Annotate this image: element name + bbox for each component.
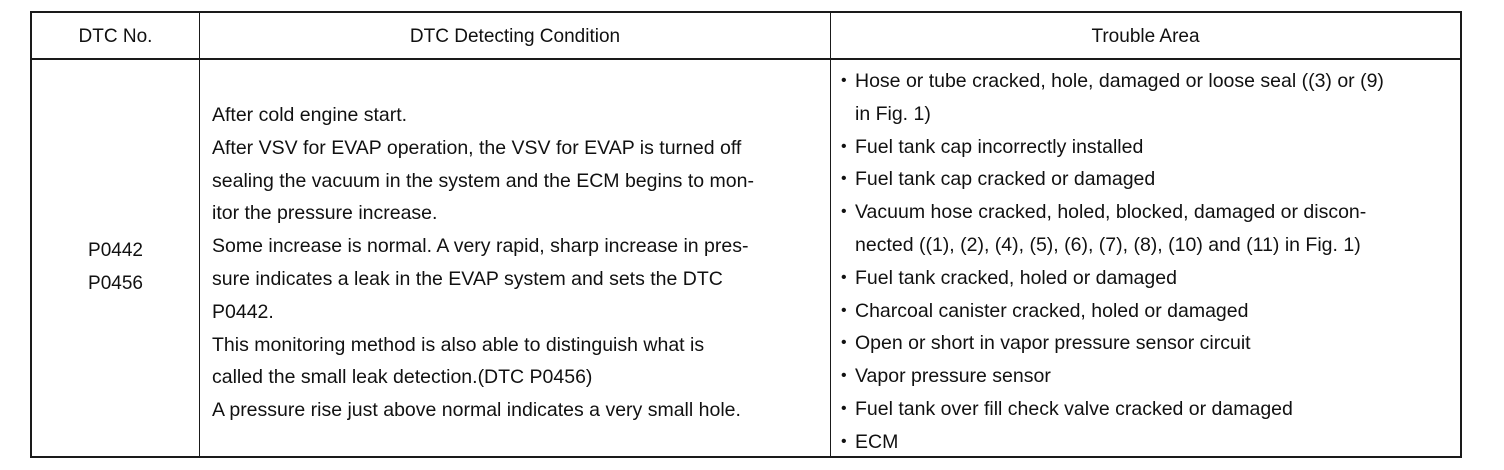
header-detecting-condition: DTC Detecting Condition xyxy=(409,26,621,47)
condition-line: called the small leak detection.(DTC P0456) xyxy=(212,366,593,389)
condition-line: Some increase is normal. A very rapid, sharp increase in pres- xyxy=(212,235,749,258)
trouble-area-item xyxy=(840,426,1384,459)
trouble-area-text: in Fig. 1) xyxy=(855,102,931,125)
bullet-icon: • xyxy=(841,432,847,450)
condition-line: This monitoring method is also able to distinguish what is xyxy=(212,333,705,356)
column-divider-1 xyxy=(199,13,200,456)
condition-line: A pressure rise just above normal indicates a very small hole. xyxy=(212,399,741,422)
condition-line: sealing the vacuum in the system and the ECM begins to mon- xyxy=(212,169,754,192)
trouble-area-cell xyxy=(840,65,1384,459)
dtc-table xyxy=(30,11,1462,458)
trouble-area-item xyxy=(840,327,1384,360)
trouble-area-item xyxy=(840,295,1384,328)
trouble-area-item xyxy=(840,262,1384,295)
trouble-area-text: Vapor pressure sensor xyxy=(855,365,1051,388)
condition-line: P0442. xyxy=(212,300,274,323)
header-divider xyxy=(32,58,1460,60)
bullet-icon: • xyxy=(841,334,847,352)
condition-line: sure indicates a leak in the EVAP system and sets the DTC xyxy=(212,267,723,290)
trouble-area-text: Fuel tank cap incorrectly installed xyxy=(855,135,1144,158)
trouble-area-text: Fuel tank over fill check valve cracked or damaged xyxy=(855,397,1293,420)
trouble-area-item xyxy=(840,393,1384,426)
bullet-icon: • xyxy=(841,170,847,188)
condition-line: After cold engine start. xyxy=(212,104,408,126)
dtc-codes-cell xyxy=(32,234,199,300)
column-divider-2 xyxy=(830,13,831,456)
trouble-area-text: Hose or tube cracked, hole, damaged or loose seal ((3) or (9) xyxy=(855,70,1384,92)
dtc-code: P0456 xyxy=(88,273,143,294)
header-dtc-no: DTC No. xyxy=(78,26,153,47)
bullet-icon: • xyxy=(841,268,847,286)
bullet-icon: • xyxy=(841,367,847,385)
trouble-area-text: Vacuum hose cracked, holed, blocked, damaged or discon- xyxy=(855,201,1367,224)
dtc-code: P0442 xyxy=(88,240,143,261)
bullet-icon: • xyxy=(841,72,847,89)
trouble-area-item xyxy=(840,360,1384,393)
bullet-icon: • xyxy=(841,137,847,155)
condition-line: After VSV for EVAP operation, the VSV for EVAP is turned off xyxy=(212,136,742,159)
trouble-area-item xyxy=(840,65,1384,131)
trouble-area-text: Open or short in vapor pressure sensor circuit xyxy=(855,332,1251,355)
header-trouble-area: Trouble Area xyxy=(1091,26,1200,47)
trouble-area-item xyxy=(840,131,1384,164)
trouble-area-text: ECM xyxy=(855,430,899,453)
bullet-icon: • xyxy=(841,203,847,221)
condition-line: itor the pressure increase. xyxy=(212,202,438,225)
trouble-area-text: Fuel tank cap cracked or damaged xyxy=(855,168,1156,191)
trouble-area-text: Charcoal canister cracked, holed or damaged xyxy=(855,299,1249,322)
detecting-condition-cell xyxy=(212,99,754,427)
bullet-icon: • xyxy=(841,399,847,417)
bullet-icon: • xyxy=(841,301,847,319)
trouble-area-text: nected ((1), (2), (4), (5), (6), (7), (8), (10) and (11) in Fig. 1) xyxy=(855,233,1361,256)
trouble-area-item xyxy=(840,163,1384,196)
trouble-area-text: Fuel tank cracked, holed or damaged xyxy=(855,266,1177,289)
trouble-area-item xyxy=(840,196,1384,262)
